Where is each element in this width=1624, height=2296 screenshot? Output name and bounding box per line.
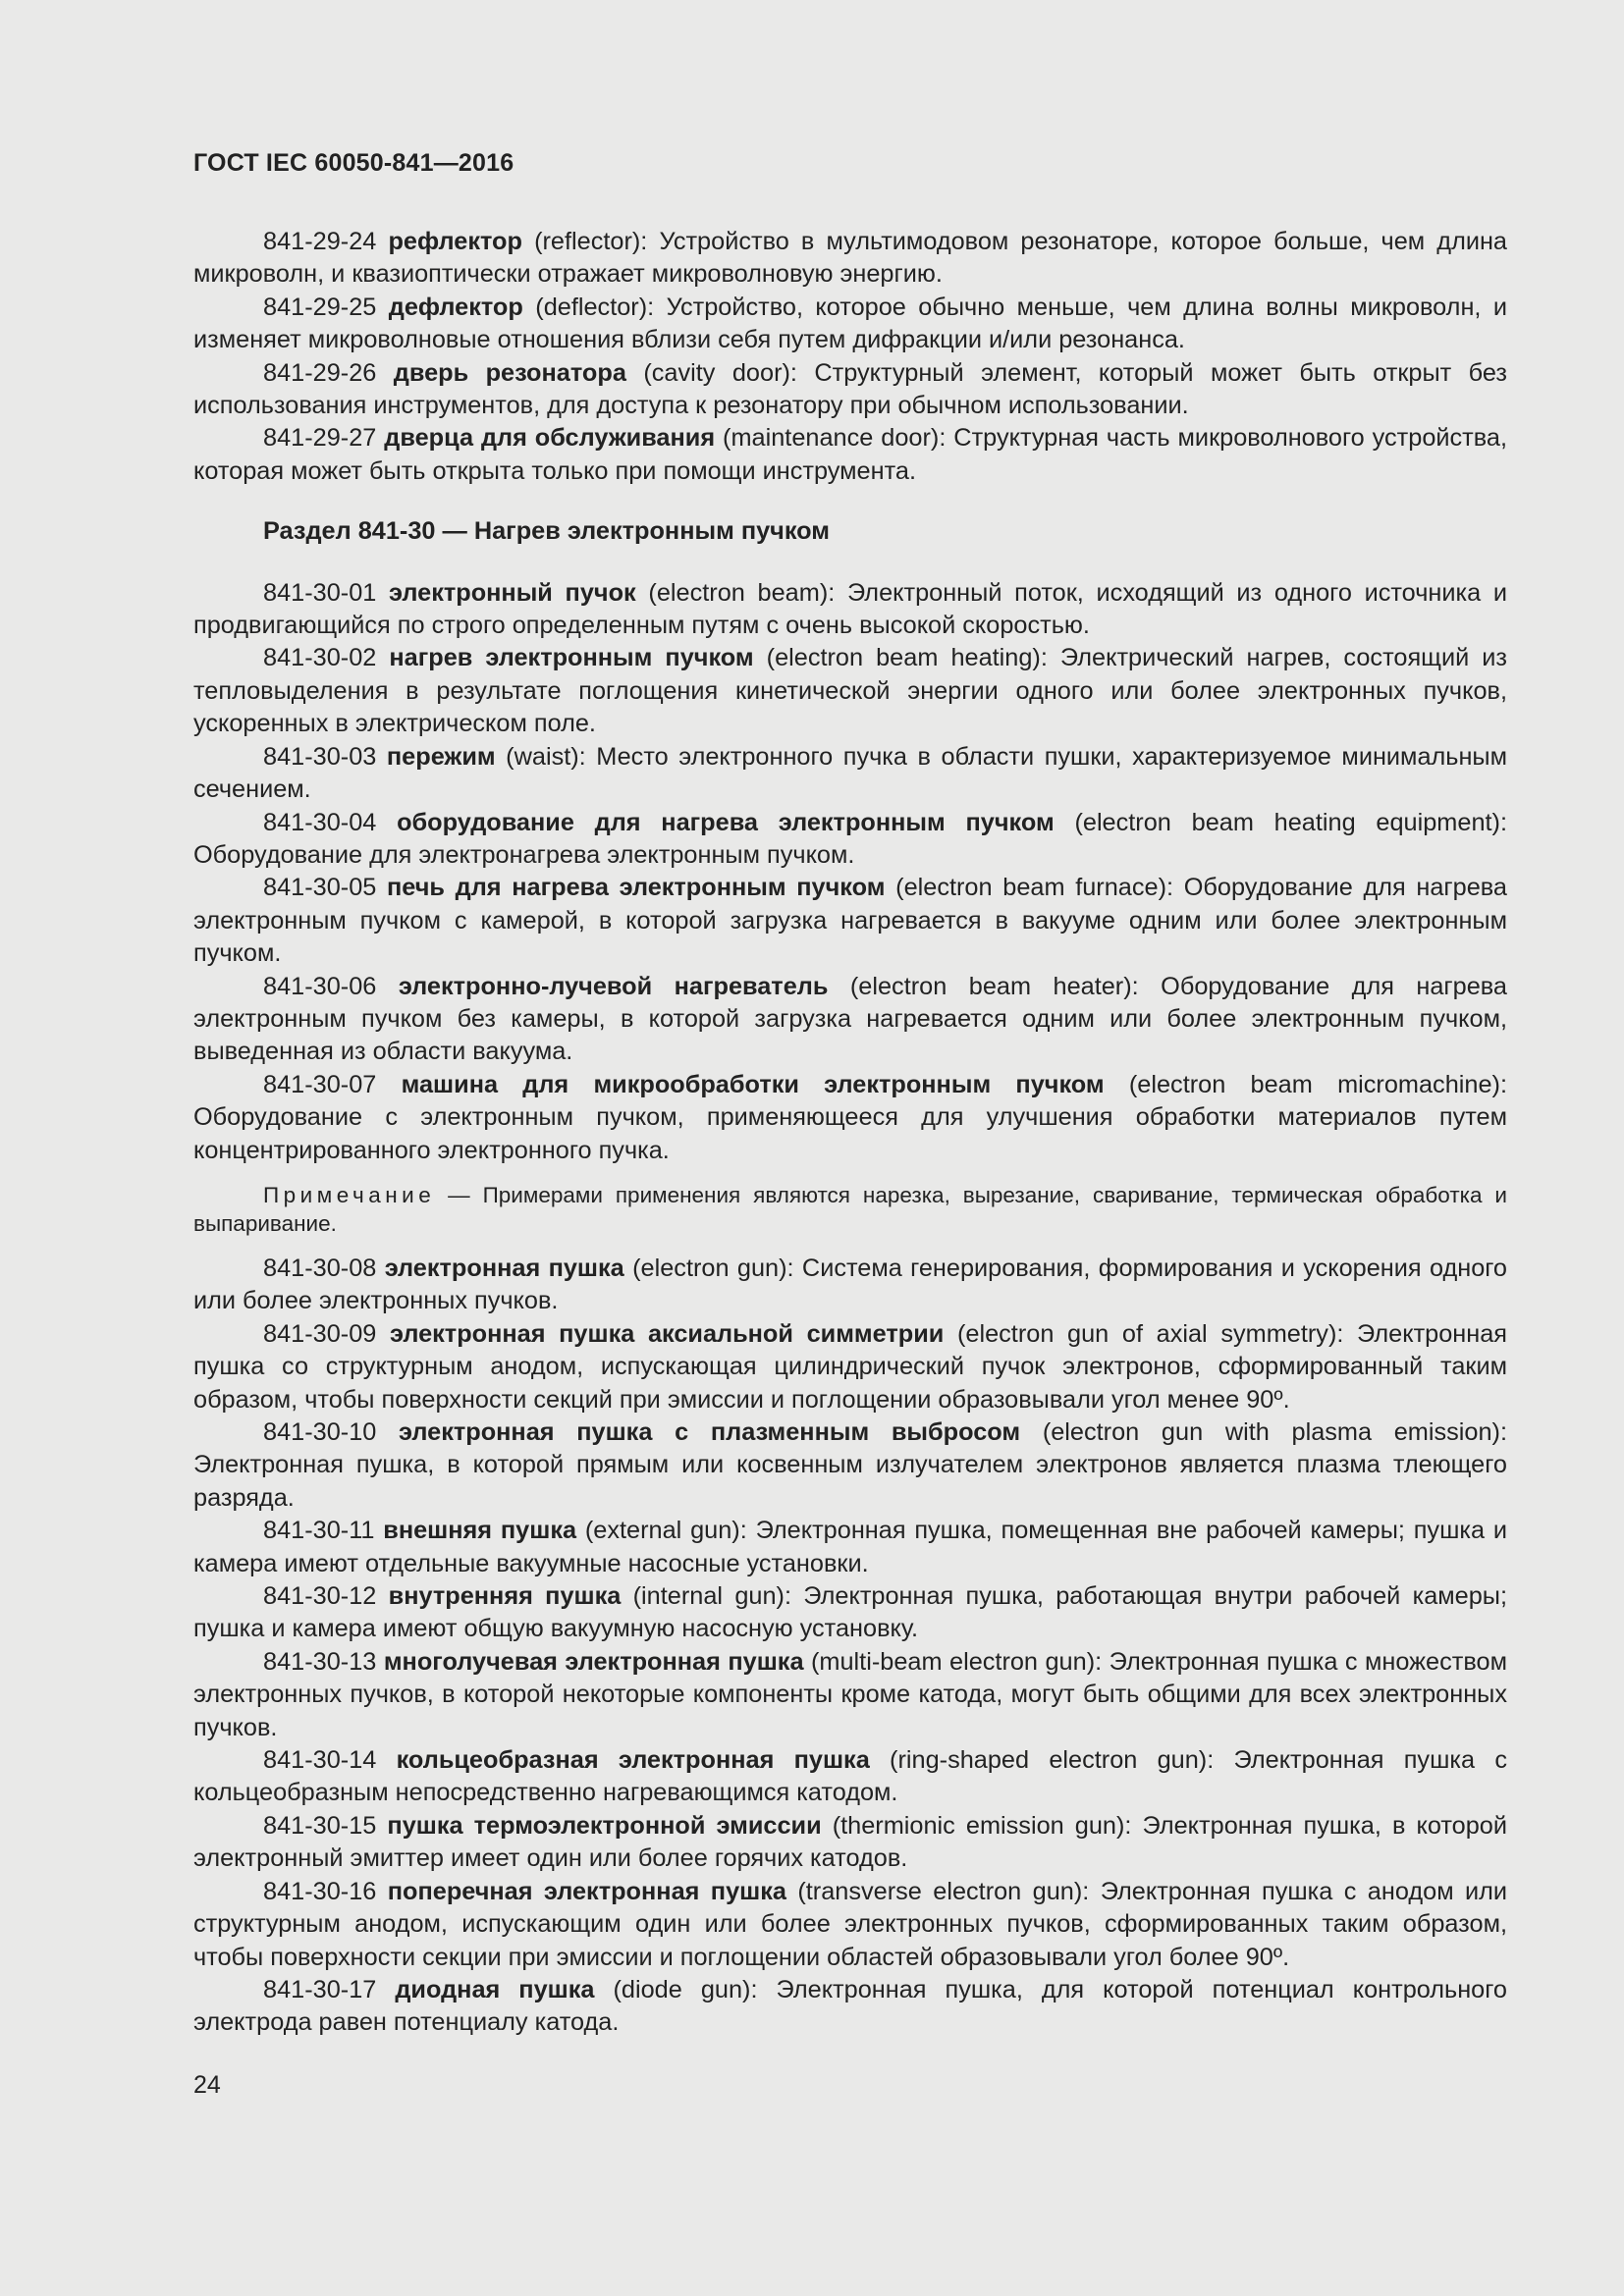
term-entry [193,577,1507,643]
entry-number: 841-29-24 [263,228,377,255]
entry-definition: (electron beam heater): Оборудование для нагрева электронным пучком без камеры, в которой загрузка нагревается одним или более электронным пучком, выведенная из области вакуума. [193,972,1507,1066]
entry-definition: (cavity door): Структурный элемент, который может быть открыт без использования инструментов, для доступа к резонатору при обычном использовании. [193,358,1507,420]
entry-number: 841-30-06 [263,972,377,1000]
term-entry [193,1318,1507,1416]
entry-number: 841-30-16 [263,1877,377,1905]
entry-number: 841-29-27 [263,424,377,453]
entry-number: 841-30-03 [263,742,377,771]
term-entry [193,1744,1507,1810]
entry-term: внешняя пушка [383,1517,577,1545]
entry-term: дверь резонатора [393,358,626,387]
entry-term: пушка термоэлектронной эмиссии [387,1811,822,1840]
term-entry [193,642,1507,740]
entry-definition: (electron gun with plasma emission): Электронная пушка, в которой прямым или косвенным излучателем электронов является плазма тлеющего разряда. [193,1418,1508,1512]
entry-term: машина для микрообработки электронным пучком [401,1070,1105,1098]
entry-definition: (maintenance door): Структурная часть микроволнового устройства, которая может быть открыта только при помощи инструмента. [193,424,1508,485]
entry-definition: (diode gun): Электронная пушка, для которой потенциал контрольного электрода равен потенциалу катода. [193,1975,1507,2037]
entry-number: 841-30-04 [263,808,377,836]
entry-term: многолучевая электронная пушка [383,1647,804,1676]
entry-number: 841-30-10 [263,1418,377,1446]
entry-term: печь для нагрева электронным пучком [387,874,886,902]
term-entry [193,741,1507,807]
term-entry [193,872,1507,970]
term-entry [193,357,1507,423]
entry-term: дверца для обслуживания [384,424,716,453]
entry-term: рефлектор [388,228,522,255]
entry-number: 841-30-14 [263,1746,377,1775]
entry-definition: (transverse electron gun): Электронная пушка с анодом или структурным анодом, испускающим один или более электронных пучков, сформированных таким образом, чтобы поверхности секции при эмиссии и поглощении областей образовывали угол более 90º. [193,1877,1507,1971]
entry-number: 841-30-05 [263,874,377,902]
term-entry [193,1646,1507,1744]
entry-number: 841-30-17 [263,1975,377,2003]
entry-definition: (external gun): Электронная пушка, помещенная вне рабочей камеры; пушка и камера имеют отдельные вакуумные насосные установки. [193,1517,1508,1577]
entry-term: электронная пушка с плазменным выбросом [399,1418,1021,1446]
section-title: Раздел 841-30 — Нагрев электронным пучком [263,517,831,546]
note-label: Примечание [263,1182,436,1207]
document-header: ГОСТ IEC 60050-841—2016 [193,149,514,177]
entry-term: оборудование для нагрева электронным пучком [397,808,1055,836]
entry-number: 841-30-07 [263,1070,377,1098]
entry-number: 841-30-12 [263,1582,377,1611]
entry-definition: (thermionic emission gun): Электронная пушка, в которой электронный эмиттер имеет один или более горячих катодов. [193,1811,1507,1873]
entry-number: 841-30-11 [263,1517,375,1545]
entry-term: диодная пушка [395,1975,595,2003]
entry-number: 841-30-08 [263,1254,377,1282]
note [193,1181,1507,1239]
term-entry [193,1069,1507,1167]
page-number: 24 [193,2071,221,2099]
entry-definition: (electron beam micromachine): Оборудование с электронным пучком, применяющееся для улучшения обработки материалов путем концентрированного электронного пучка. [193,1070,1507,1164]
entry-term: электронная пушка аксиальной симметрии [390,1319,945,1348]
term-entry [193,1876,1507,1974]
page-content [193,226,1507,2040]
entry-term: поперечная электронная пушка [387,1877,786,1905]
note-text: — Примерами применения являются нарезка, вырезание, сваривание, термическая обработка и выпаривание. [193,1182,1507,1237]
entry-definition: (electron beam furnace): Оборудование для нагрева электронным пучком с камерой, в которой загрузка нагревается в вакууме одним или более электронным пучком. [193,874,1507,968]
entry-definition: (ring-shaped electron gun): Электронная пушка с кольцеобразным непосредственно нагревающимся катодом. [193,1746,1507,1807]
entry-term: электронно-лучевой нагреватель [398,972,829,1000]
entry-term: внутренняя пушка [388,1582,622,1611]
term-entry [193,422,1507,488]
entry-definition: (electron beam heating): Электрический нагрев, состоящий из тепловыделения в результате поглощения кинетической энергии одного или более электронных пучков, ускоренных в электрическом поле. [193,644,1507,738]
entry-term: электронный пучок [389,578,636,607]
entry-definition: (reflector): Устройство в мультимодовом резонаторе, которое больше, чем длина микроволн, и квазиоптически отражает микроволновую энергию. [193,228,1508,289]
entry-definition: (deflector): Устройство, которое обычно меньше, чем длина волны микроволн, и изменяет микроволновые отношения вблизи себя путем дифракции и/или резонанса. [193,293,1508,354]
term-entry [193,226,1507,292]
entry-number: 841-30-02 [263,644,377,672]
term-entry [193,1253,1507,1318]
entry-term: кольцеобразная электронная пушка [396,1746,870,1775]
entry-number: 841-30-01 [263,578,377,607]
term-entry [193,971,1507,1069]
entry-definition: (electron beam heating equipment): Оборудование для электронагрева электронным пучком. [193,808,1507,869]
entry-definition: (internal gun): Электронная пушка, работающая внутри рабочей камеры; пушка и камера имеют общую вакуумную насосную установку. [193,1582,1508,1643]
entry-definition: (electron beam): Электронный поток, исходящий из одного источника и продвигающийся по строго определенным путям с очень высокой скоростью. [193,578,1507,640]
entry-definition: (electron gun): Система генерирования, формирования и ускорения одного или более электронных пучков. [193,1254,1508,1315]
entry-number: 841-29-26 [263,358,377,387]
entry-term: нагрев электронным пучком [389,644,754,672]
entry-term: электронная пушка [384,1254,624,1282]
entry-number: 841-30-15 [263,1811,377,1840]
term-entry [193,1416,1507,1515]
entry-term: дефлектор [388,293,523,321]
entry-number: 841-30-09 [263,1319,377,1348]
entry-term: пережим [386,742,496,771]
entry-number: 841-29-25 [263,293,377,321]
entry-number: 841-30-13 [263,1647,377,1676]
term-entry [193,807,1507,873]
term-entry [193,1974,1507,2040]
term-entry [193,1810,1507,1876]
term-entry [193,1515,1507,1580]
term-entry [193,292,1507,357]
entry-definition: (multi-beam electron gun): Электронная пушка с множеством электронных пучков, в которой некоторые компоненты кроме катода, могут быть общими для всех электронных пучков. [193,1647,1507,1741]
term-entry [193,1580,1507,1646]
entry-definition: (waist): Место электронного пучка в области пушки, характеризуемое минимальным сечением. [193,742,1507,804]
entry-definition: (electron gun of axial symmetry): Электронная пушка со структурным анодом, испускающая цилиндрический пучок электронов, сформированный таким образом, чтобы поверхности секций при эмиссии и поглощении образовывали угол менее 90º. [193,1319,1507,1414]
